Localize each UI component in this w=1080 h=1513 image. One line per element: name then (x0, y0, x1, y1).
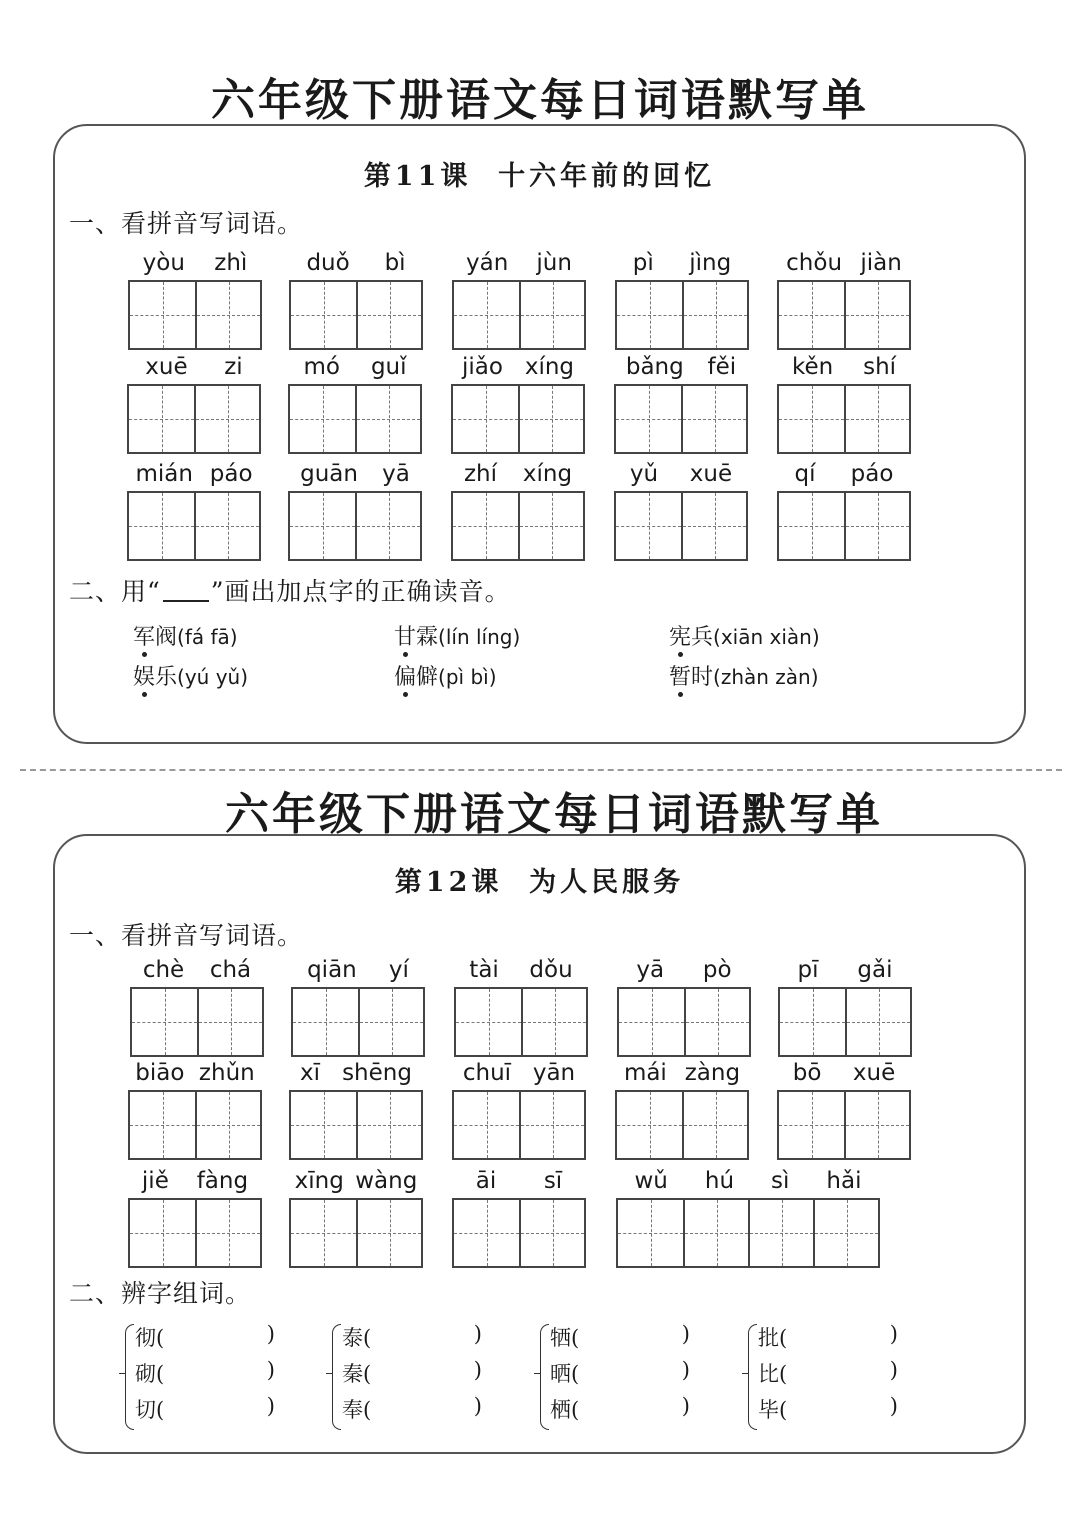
word-box (288, 354, 422, 454)
pinyin: chá (209, 957, 252, 983)
word-box (130, 957, 264, 1057)
word-box (777, 461, 911, 561)
writing-grid[interactable] (288, 491, 422, 561)
word-box (452, 1168, 586, 1268)
word-box (289, 250, 423, 350)
writing-grid[interactable] (777, 280, 911, 350)
pinyin: xíng (522, 461, 573, 487)
char-group (540, 1322, 700, 1432)
sheet1-title-b: 每日词语默写单 (540, 75, 869, 126)
reading-options[interactable]: (xiān xiàn) (713, 625, 820, 649)
close-paren: ) (266, 1394, 275, 1418)
word-box (614, 461, 748, 561)
writing-grid[interactable] (777, 491, 911, 561)
close-paren: ) (889, 1394, 898, 1418)
pinyin: hǎi (826, 1168, 862, 1194)
dotted-char: 暂 (669, 665, 692, 690)
pinyin: shēng (342, 1060, 412, 1086)
writing-grid[interactable] (127, 491, 261, 561)
pinyin: qí (794, 461, 816, 487)
writing-grid[interactable] (778, 987, 912, 1057)
pinyin: jìng (689, 250, 732, 276)
word-box (614, 354, 748, 454)
word-rest: 霖 (416, 625, 439, 650)
group-row[interactable] (758, 1394, 898, 1424)
pinyin: xuē (145, 354, 188, 380)
word-box-four (616, 1168, 880, 1268)
sheet1-card (53, 124, 1026, 744)
group-row[interactable] (342, 1394, 482, 1424)
pinyin: mái (623, 1060, 667, 1086)
word-box (128, 250, 262, 350)
sheet2-part1-heading: 一、看拼音写词语。 (69, 921, 304, 950)
writing-grid[interactable] (452, 1090, 586, 1160)
writing-grid[interactable] (777, 384, 911, 454)
pinyin: fěi (707, 354, 737, 380)
reading-item (133, 660, 248, 691)
word-rest: 乐 (155, 665, 178, 690)
group-char: 奉( (342, 1398, 372, 1422)
cut-line (20, 769, 1062, 771)
close-paren: ) (266, 1322, 275, 1346)
group-char: 牺( (550, 1326, 580, 1350)
word-rest: 兵 (691, 625, 714, 650)
char-group (125, 1322, 285, 1432)
group-char: 切( (135, 1398, 165, 1422)
group-row[interactable] (758, 1322, 898, 1352)
writing-grid[interactable] (452, 1198, 586, 1268)
close-paren: ) (681, 1394, 690, 1418)
close-paren: ) (266, 1358, 275, 1382)
word-box (617, 957, 751, 1057)
word-rest: 阀 (155, 625, 178, 650)
pinyin: sì (771, 1168, 790, 1194)
word-box (454, 957, 588, 1057)
group-row[interactable] (550, 1394, 690, 1424)
writing-grid[interactable] (454, 987, 588, 1057)
reading-item (394, 620, 520, 651)
word-box (451, 354, 585, 454)
word-box (451, 461, 585, 561)
group-char: 泰( (342, 1326, 372, 1350)
pinyin: qiān (307, 957, 357, 983)
pinyin: páo (850, 461, 894, 487)
pinyin: pī (797, 957, 819, 983)
reading-item (669, 620, 820, 651)
word-box (452, 1060, 586, 1160)
pinyin: yā (636, 957, 665, 983)
reading-options[interactable]: (zhàn zàn) (713, 665, 819, 689)
char-group (748, 1322, 908, 1432)
pinyin: guān (300, 461, 358, 487)
pinyin: chuī (462, 1060, 512, 1086)
pinyin: bō (792, 1060, 822, 1086)
writing-grid[interactable] (777, 1090, 911, 1160)
pinyin: fàng (196, 1168, 249, 1194)
pinyin: dǒu (529, 957, 573, 983)
part2-heading-a: 二、用“ (69, 577, 161, 606)
pinyin: chè (142, 957, 185, 983)
word-box (289, 1060, 423, 1160)
dotted-char: 宪 (669, 625, 692, 650)
pinyin: jùn (536, 250, 572, 276)
reading-item (394, 660, 497, 691)
sheet1-lesson-title: 第11课 十六年前的回忆 (363, 161, 716, 192)
writing-grid[interactable] (288, 384, 422, 454)
group-row[interactable] (342, 1322, 482, 1352)
writing-grid[interactable] (128, 1090, 262, 1160)
pinyin: jiàn (860, 250, 902, 276)
sheet1-title-a: 六年级下册语文 (211, 75, 540, 126)
pinyin: hú (704, 1168, 735, 1194)
group-row[interactable] (135, 1394, 275, 1424)
reading-item (133, 620, 238, 651)
pinyin: xíng (524, 354, 575, 380)
word-rest: 僻 (416, 665, 439, 690)
reading-item (669, 660, 819, 691)
reading-options[interactable]: (fá fā) (177, 625, 238, 649)
sheet2-title-b: 每日词语默写单 (554, 789, 883, 840)
writing-grid[interactable] (614, 384, 748, 454)
word-box (778, 957, 912, 1057)
dotted-char: 甘 (394, 625, 417, 650)
close-paren: ) (681, 1358, 690, 1382)
pinyin: shí (863, 354, 897, 380)
writing-grid[interactable] (617, 987, 751, 1057)
pinyin: wàng (355, 1168, 418, 1194)
pinyin: yí (388, 957, 409, 983)
pinyin: pì (632, 250, 654, 276)
close-paren: ) (889, 1322, 898, 1346)
reading-options[interactable]: (pì bì) (438, 665, 497, 689)
writing-grid[interactable] (128, 1198, 262, 1268)
word-box (291, 957, 425, 1057)
group-row[interactable] (550, 1358, 690, 1388)
pinyin: tài (469, 957, 499, 983)
writing-grid[interactable] (451, 384, 585, 454)
pinyin: bì (384, 250, 406, 276)
pinyin: wǔ (634, 1168, 668, 1194)
pinyin: yòu (142, 250, 185, 276)
group-char: 彻( (135, 1326, 165, 1350)
pinyin: mó (303, 354, 340, 380)
char-group (332, 1322, 492, 1432)
dotted-char: 军 (133, 625, 156, 650)
writing-grid[interactable] (291, 987, 425, 1057)
brace (125, 1324, 134, 1430)
writing-grid[interactable] (614, 491, 748, 561)
sheet2-title (14, 778, 1080, 842)
pinyin: yā (382, 461, 410, 487)
word-box (777, 1060, 911, 1160)
writing-grid[interactable] (615, 280, 749, 350)
brace (748, 1324, 757, 1430)
writing-grid[interactable] (452, 280, 586, 350)
word-rest: 时 (691, 665, 714, 690)
writing-grid[interactable] (130, 987, 264, 1057)
group-row[interactable] (135, 1358, 275, 1388)
pinyin: guǐ (370, 354, 407, 380)
sheet2-title-a: 六年级下册语文 (225, 789, 554, 840)
group-row[interactable] (135, 1322, 275, 1352)
close-paren: ) (473, 1322, 482, 1346)
word-box (289, 1168, 423, 1268)
word-box (615, 1060, 749, 1160)
group-row[interactable] (758, 1358, 898, 1388)
writing-grid[interactable] (289, 1198, 423, 1268)
word-box (127, 354, 261, 454)
writing-grid[interactable] (289, 1090, 423, 1160)
pinyin: zi (224, 354, 243, 380)
pinyin: zhì (214, 250, 248, 276)
pinyin: yān (532, 1060, 576, 1086)
writing-grid[interactable] (451, 491, 585, 561)
pinyin: yǔ (629, 461, 659, 487)
dotted-char: 偏 (394, 665, 417, 690)
word-box (128, 1060, 262, 1160)
pinyin: kěn (791, 354, 834, 380)
pinyin: āi (475, 1168, 497, 1194)
pinyin: jiǎo (461, 354, 503, 380)
pinyin: zàng (684, 1060, 741, 1086)
reading-options[interactable]: (yú yǔ) (177, 665, 249, 689)
pinyin: pò (702, 957, 732, 983)
sheet2-lesson-title: 第12课 为人民服务 (394, 867, 685, 898)
close-paren: ) (889, 1358, 898, 1382)
pinyin: xīng (294, 1168, 344, 1194)
sheet1-part1-heading: 一、看拼音写词语。 (69, 209, 304, 238)
group-char: 毕( (758, 1398, 788, 1422)
word-box (288, 461, 422, 561)
sheet1-title (0, 64, 1080, 128)
writing-grid[interactable] (127, 384, 261, 454)
group-char: 晒( (550, 1362, 580, 1386)
pinyin: duǒ (306, 250, 350, 276)
brace (332, 1324, 341, 1430)
writing-grid[interactable] (615, 1090, 749, 1160)
close-paren: ) (473, 1358, 482, 1382)
pinyin: xuē (689, 461, 733, 487)
pinyin: mián (135, 461, 193, 487)
pinyin: biāo (135, 1060, 185, 1086)
group-char: 批( (758, 1326, 788, 1350)
pinyin: sī (543, 1168, 563, 1194)
word-box (615, 250, 749, 350)
underline-sample (163, 600, 209, 602)
brace (540, 1324, 549, 1430)
pinyin: yán (466, 250, 509, 276)
dotted-char: 娱 (133, 665, 156, 690)
reading-options[interactable]: (lín líng) (438, 625, 521, 649)
word-box (777, 354, 911, 454)
sheet2-part2-heading: 二、辨字组词。 (69, 1279, 252, 1308)
group-char: 比( (758, 1362, 788, 1386)
pinyin: gǎi (857, 957, 893, 983)
pinyin: xī (300, 1060, 321, 1086)
pinyin: zhí (463, 461, 497, 487)
sheet2-card (53, 834, 1026, 1454)
pinyin: chǒu (786, 250, 843, 276)
pinyin: xuē (852, 1060, 896, 1086)
close-paren: ) (473, 1394, 482, 1418)
word-box (128, 1168, 262, 1268)
sheet1-part2-heading (69, 572, 511, 608)
word-box (127, 461, 261, 561)
close-paren: ) (681, 1322, 690, 1346)
pinyin: jiě (141, 1168, 169, 1194)
writing-grid[interactable] (616, 1198, 880, 1268)
pinyin: páo (209, 461, 253, 487)
group-row[interactable] (342, 1358, 482, 1388)
pinyin: bǎng (625, 354, 684, 380)
group-char: 栖( (550, 1398, 580, 1422)
part2-heading-b: ”画出加点字的正确读音。 (210, 577, 511, 606)
writing-grid[interactable] (128, 280, 262, 350)
group-char: 秦( (342, 1362, 372, 1386)
group-row[interactable] (550, 1322, 690, 1352)
pinyin: zhǔn (198, 1060, 255, 1086)
writing-grid[interactable] (289, 280, 423, 350)
word-box (452, 250, 586, 350)
group-char: 砌( (135, 1362, 165, 1386)
word-box (777, 250, 911, 350)
